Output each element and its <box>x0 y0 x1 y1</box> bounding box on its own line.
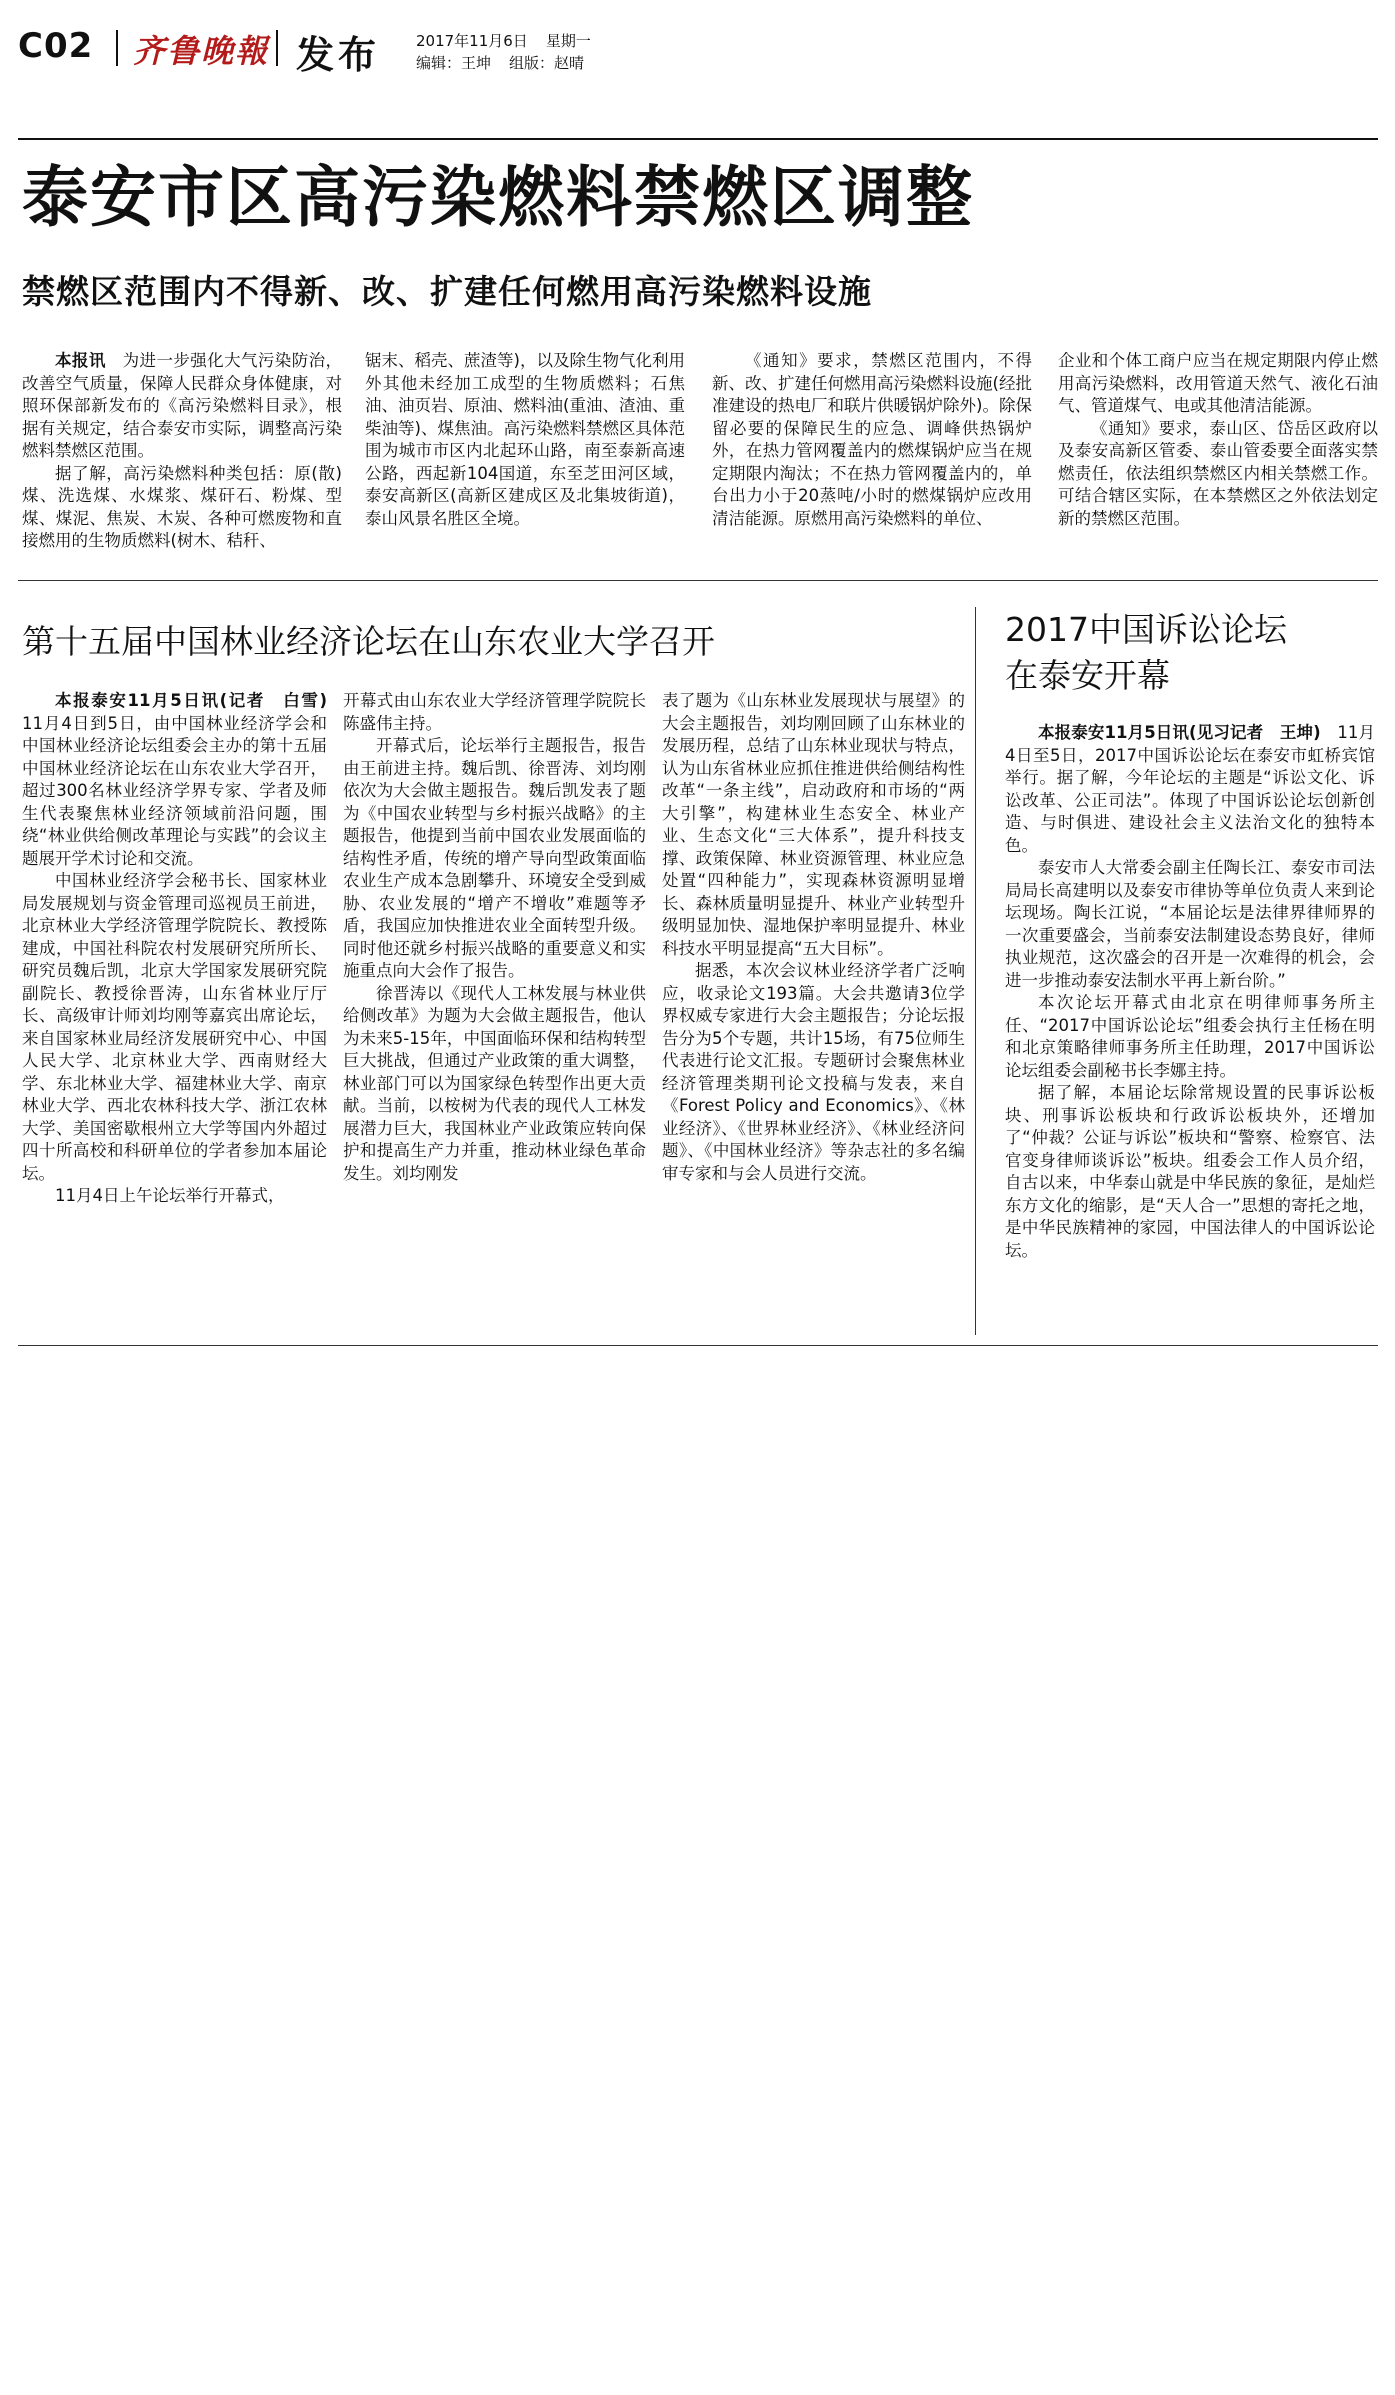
story2-paragraph: 徐晋涛以《现代人工林发展与林业供给侧改革》为题为大会做主题报告，他认为未来5-15年，中国面临环保和结构转型巨大挑战，但通过产业政策的重大调整，林业部门可以为国家绿色转型作出更大贡献。当前，以桉树为代表的现代人工林发展潜力巨大，我国林业产业政策应转向保护和提高生产力并重，推动林业绿色革命发生。刘均刚发 <box>343 983 646 1183</box>
page-number: C02 <box>18 26 94 66</box>
story2-paragraph: 11月4日到5日，由中国林业经济学会和中国林业经济论坛组委会主办的第十五届中国林业经济论坛在山东农业大学召开，超过300名林业经济学界专家、学者及师生代表聚焦林业经济领域前沿问题，围绕“林业供给侧改革理论与实践”的会议主题展开学术讨论和交流。 <box>22 713 327 868</box>
story3-paragraph: 据了解，本届论坛除常规设置的民事诉讼板块、刑事诉讼板块和行政诉讼板块外，还增加了“仲裁？公证与诉讼”板块和“警察、检察官、法官变身律师谈诉讼”板块。组委会工作人员介绍，自古以来，中华泰山就是中华民族的象征，是灿烂东方文化的缩影，是“天人合一”思想的寄托之地，是中华民族精神的家园，中国法律人的中国诉讼论坛。 <box>1005 1083 1375 1260</box>
story2-column-3 <box>662 690 965 1185</box>
lead-paragraph: 据了解，高污染燃料种类包括：原(散)煤、洗选煤、水煤浆、煤矸石、粉煤、型煤、煤泥、焦炭、木炭、各种可燃废物和直接燃用的生物质燃料(树木、秸秆、 <box>22 463 342 550</box>
lead-paragraph: 企业和个体工商户应当在规定期限内停止燃用高污染燃料，改用管道天然气、液化石油气、管道煤气、电或其他清洁能源。 <box>1058 351 1378 415</box>
masthead <box>18 20 1378 80</box>
issue-meta <box>416 30 609 74</box>
story2-column-2 <box>343 690 646 1185</box>
lead-paragraph: 锯末、稻壳、蔗渣等)，以及除生物气化利用外其他未经加工成型的生物质燃料；石焦油、油页岩、原油、燃料油(重油、渣油、重柴油等)、煤焦油。高污染燃料禁燃区具体范围为城市市区内北起环山路，南至泰新高速公路，西起新104国道，东至芝田河区域，泰安高新区(高新区建成区及北集坡街道)，泰山风景名胜区全境。 <box>365 351 685 528</box>
lead-column-1 <box>22 350 342 553</box>
lead-column-3 <box>712 350 1032 530</box>
story3-headline-line2: 在泰安开幕 <box>1005 656 1170 695</box>
story3-column <box>1005 722 1375 1262</box>
lead-paragraph: 为进一步强化大气污染防治，改善空气质量，保障人民群众身体健康，对照环保部新发布的《高污染燃料目录》，根据有关规定，结合泰安市实际，调整高污染燃料禁燃区范围。 <box>22 351 342 460</box>
lead-paragraph: 《通知》要求，泰山区、岱岳区政府以及泰安高新区管委、泰山管委要全面落实禁燃责任，依法组织禁燃区内相关禁燃工作。可结合辖区实际，在本禁燃区之外依法划定新的禁燃区范围。 <box>1058 418 1378 528</box>
story3-paragraph: 本次论坛开幕式由北京在明律师事务所主任、“2017中国诉讼论坛”组委会执行主任杨在明和北京策略律师事务所主任助理，2017中国诉讼论坛组委会副秘书长李娜主持。 <box>1005 993 1375 1080</box>
paper-logo: 齐鲁晚報 <box>133 32 270 70</box>
story3-dateline: 本报泰安11月5日讯(见习记者 王坤) <box>1038 723 1321 742</box>
story2-paragraph: 开幕式由山东农业大学经济管理学院院长陈盛伟主持。 <box>343 691 646 733</box>
story2-paragraph: 据悉，本次会议林业经济学者广泛响应，收录论文193篇。大会共邀请3位学界权威专家进行大会主题报告；分论坛报告分为5个专题，共计15场，有75位师生代表进行论文汇报。专题研讨会聚焦林业经济管理类期刊论文投稿与发表，来自《Forest Policy and Economics》、《林业经济》、《世界林业经济》、《林业经济问题》、《中国林业经济》等杂志社的多名编审专家和与会人员进行交流。 <box>662 961 965 1183</box>
editor-credit: 编辑：王坤 <box>416 54 492 72</box>
lead-subhead: 禁燃区范围内不得新、改、扩建任何燃用高污染燃料设施 <box>22 272 872 311</box>
lead-column-4 <box>1058 350 1378 530</box>
story3-headline-line1: 2017中国诉讼论坛 <box>1005 610 1287 649</box>
story2-paragraph: 中国林业经济学会秘书长、国家林业局发展规划与资金管理司巡视员王前进，北京林业大学经济管理学院院长、教授陈建成，中国社科院农村发展研究所所长、研究员魏后凯，北京大学国家发展研究院副院长、教授徐晋涛，山东省林业厅厅长、高级审计师刘均刚等嘉宾出席论坛，来自国家林业局经济发展研究中心、中国人民大学、北京林业大学、西南财经大学、东北林业大学、福建林业大学、南京林业大学、西北农林科技大学、浙江农林大学、美国密歇根州立大学等国内外超过四十所高校和科研单位的学者参加本届论坛。 <box>22 871 327 1183</box>
lead-column-2 <box>365 350 685 530</box>
story3-paragraph: 泰安市人大常委会副主任陶长江、泰安市司法局局长高建明以及泰安市律协等单位负责人来到论坛现场。陶长江说，“本届论坛是法律界律师界的一次重要盛会，当前泰安法制建设态势良好，律师执业规范，这次盛会的召开是一次难得的机会，会进一步推动泰安法制水平再上新台阶。” <box>1005 858 1375 990</box>
issue-weekday: 星期一 <box>545 32 591 50</box>
masthead-divider <box>116 30 118 66</box>
section-rule <box>18 580 1378 581</box>
issue-date: 2017年11月6日 <box>416 32 528 50</box>
column-divider <box>975 607 976 1335</box>
lead-paragraph: 《通知》要求，禁燃区范围内，不得新、改、扩建任何燃用高污染燃料设施(经批准建设的热电厂和联片供暖锅炉除外)。除保留必要的保障民生的应急、调峰供热锅炉外，在热力管网覆盖内的燃煤锅炉应当在规定期限内淘汰；不在热力管网覆盖内的，单台出力小于20蒸吨/小时的燃煤锅炉应改用清洁能源。原燃用高污染燃料的单位、 <box>712 351 1032 528</box>
story2-paragraph: 表了题为《山东林业发展现状与展望》的大会主题报告，刘均刚回顾了山东林业的发展历程，总结了山东林业现状与特点，认为山东省林业应抓住推进供给侧结构性改革“一条主线”，启动政府和市场的“两大引擎”，构建林业生态安全、林业产业、生态文化“三大体系”，提升科技支撑、政策保障、林业资源管理、林业应急处置“四种能力”，实现森林资源明显增长、森林质量明显提升、林业产业转型升级明显加快、湿地保护率明显提升、林业科技水平明显提高“五大目标”。 <box>662 691 965 958</box>
story2-paragraph: 11月4日上午论坛举行开幕式， <box>55 1186 285 1205</box>
masthead-divider <box>276 30 278 66</box>
story2-paragraph: 开幕式后，论坛举行主题报告，报告由王前进主持。魏后凯、徐晋涛、刘均刚依次为大会做主题报告。魏后凯发表了题为《中国农业转型与乡村振兴战略》的主题报告，他提到当前中国农业发展面临的结构性矛盾，传统的增产导向型政策面临农业生产成本急剧攀升、环境安全受到威胁、农业发展的“增产不增收”难题等矛盾，我国应加快推进农业全面转型升级。同时他还就乡村振兴战略的重要意义和实施重点向大会作了报告。 <box>343 736 646 980</box>
story2-headline: 第十五届中国林业经济论坛在山东农业大学召开 <box>22 622 715 661</box>
layout-credit: 组版：赵晴 <box>509 54 585 72</box>
lead-headline: 泰安市区高污染燃料禁燃区调整 <box>22 159 974 236</box>
story2-dateline: 本报泰安11月5日讯(记者 白雪) <box>55 691 327 710</box>
lead-dateline: 本报讯 <box>55 351 106 370</box>
story2-column-1 <box>22 690 327 1208</box>
section-title: 发布 <box>296 33 381 77</box>
content-bottom-rule <box>18 1345 1378 1346</box>
story3-paragraph: 11月4日至5日，2017中国诉讼论坛在泰安市虹桥宾馆举行。据了解，今年论坛的主题是“诉讼文化、诉讼改革、公正司法”。体现了中国诉讼论坛创新创造、与时俱进、建设社会主义法治文化的独特本色。 <box>1005 723 1375 855</box>
header-rule <box>18 138 1378 140</box>
